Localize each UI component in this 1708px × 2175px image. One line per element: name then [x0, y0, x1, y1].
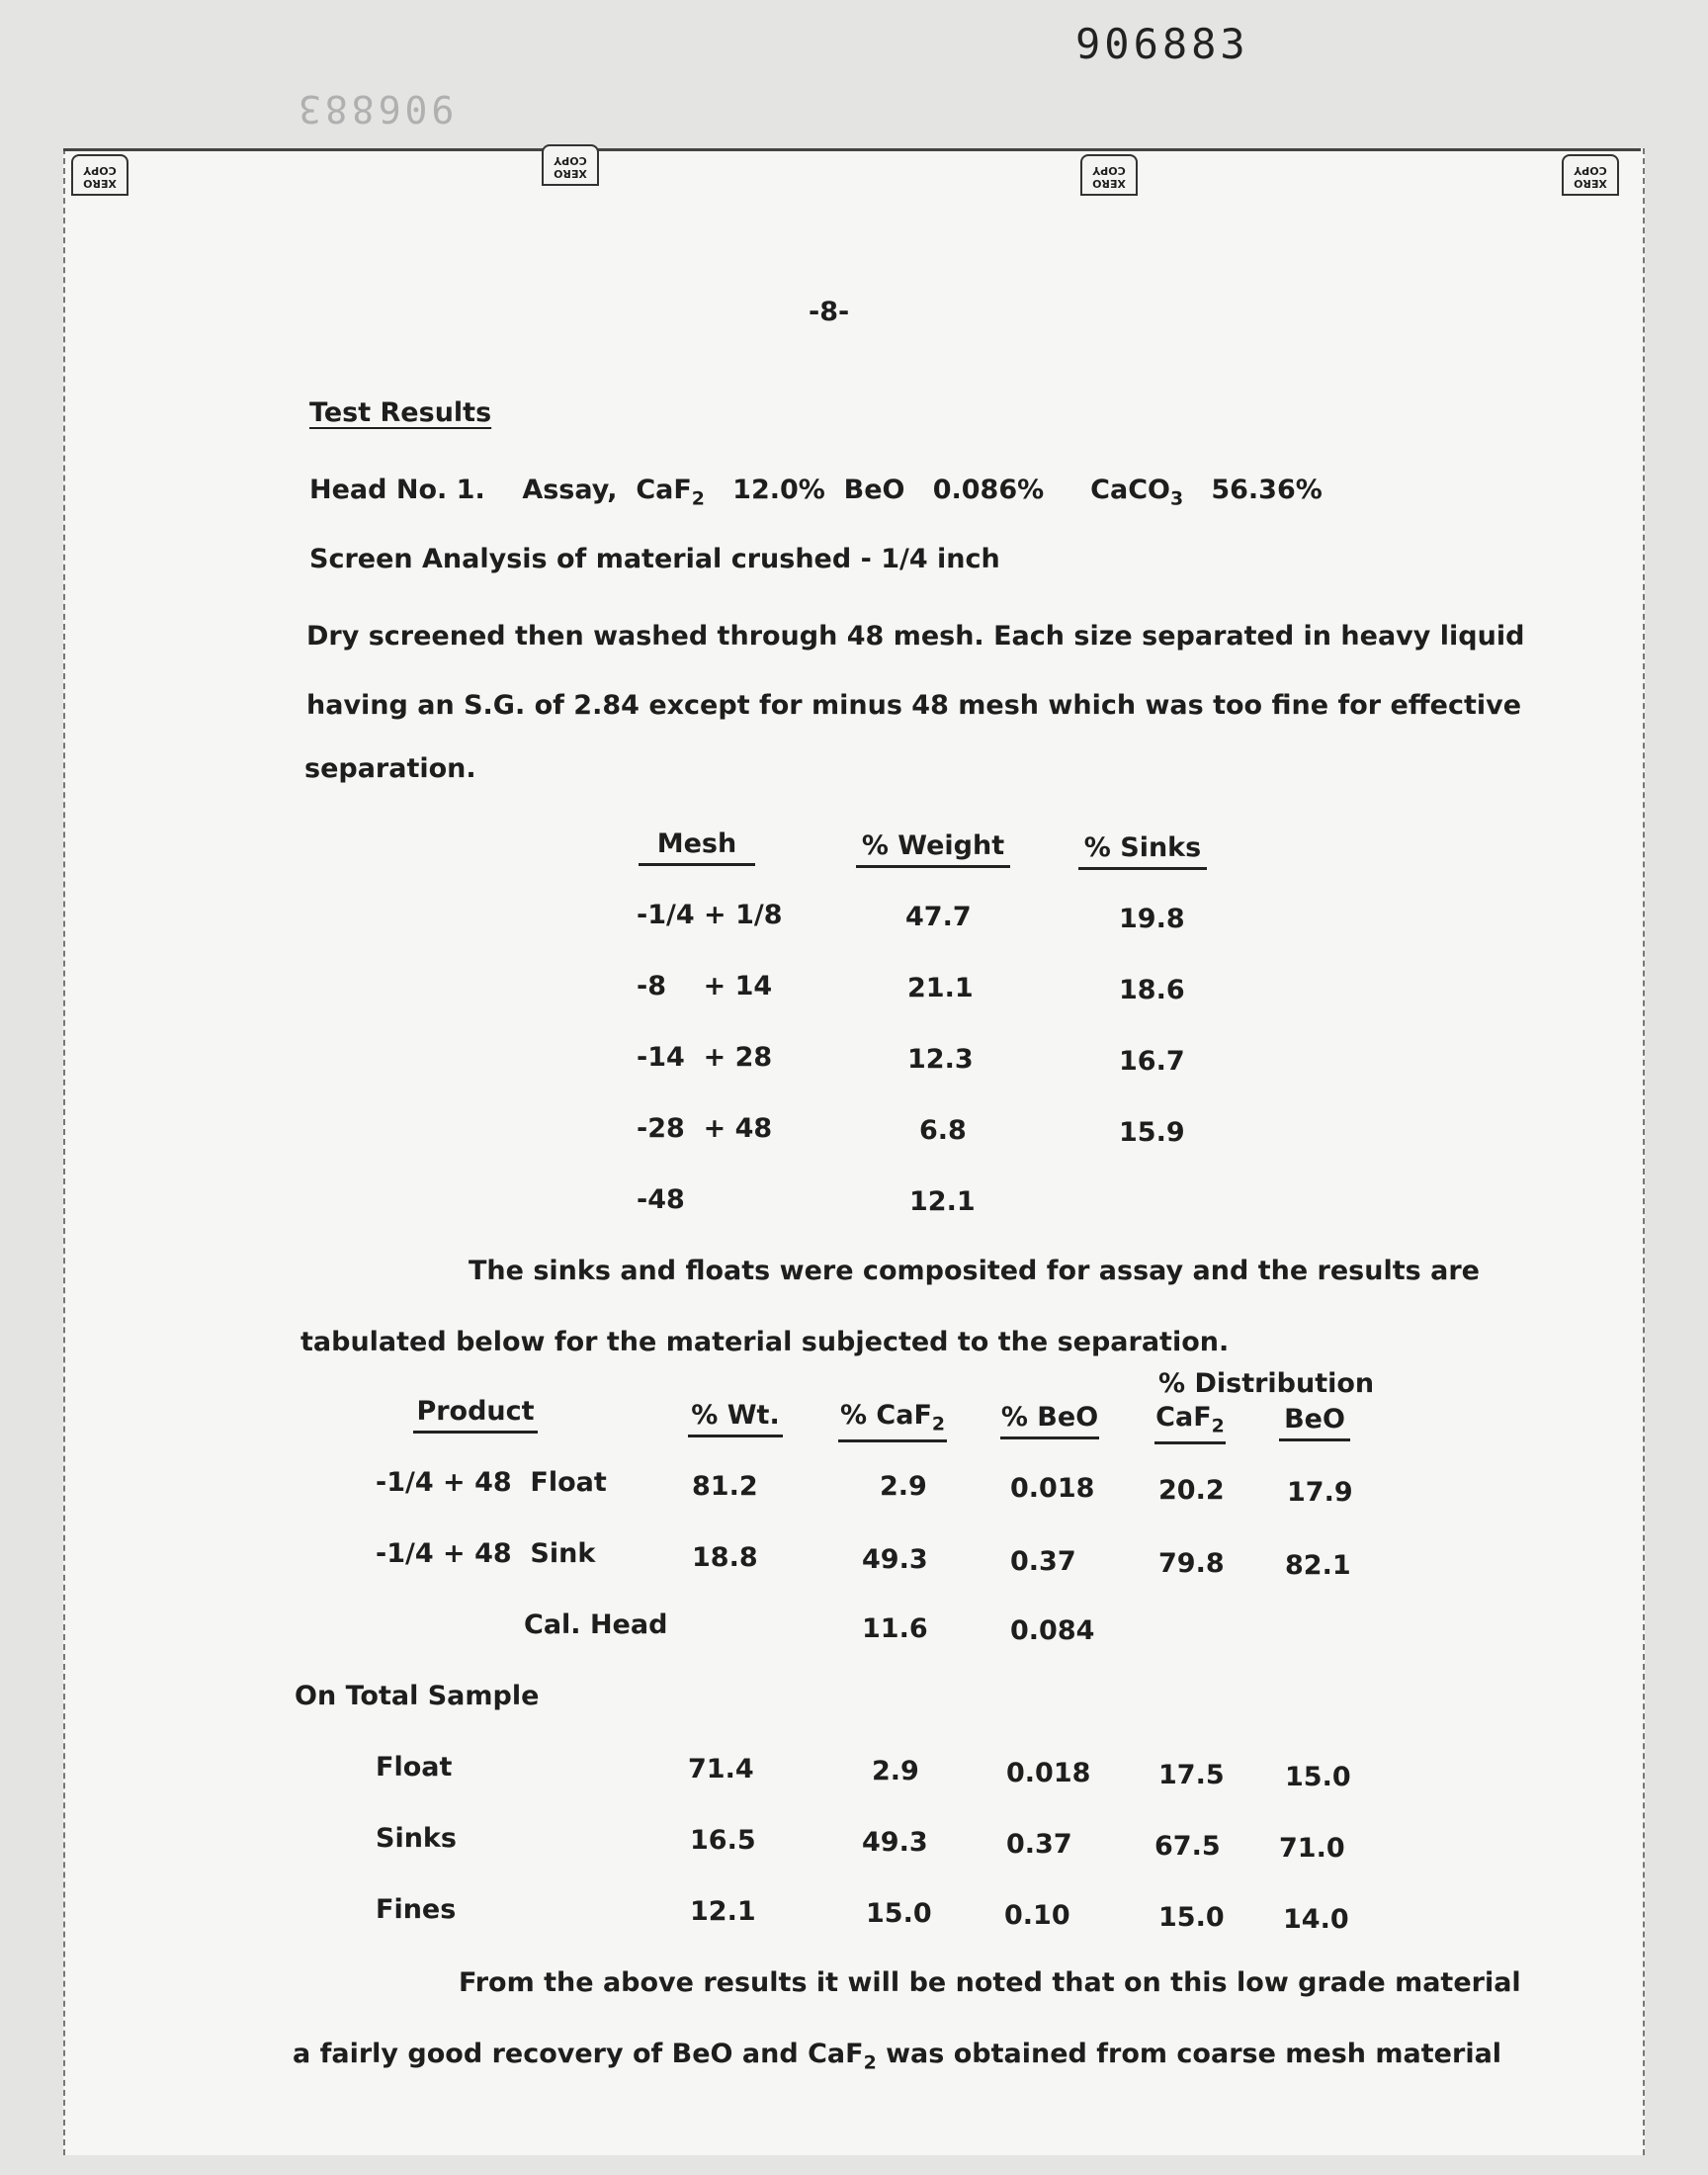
caf2-header-text: % CaF	[839, 1400, 932, 1431]
dist-beo-cell: 15.0	[1285, 1762, 1351, 1792]
caf2-label: CaF	[636, 475, 692, 505]
stamp-line: XERO	[554, 167, 587, 180]
stamp-line: XERO	[1092, 177, 1126, 190]
weight-cell: 12.3	[907, 1044, 974, 1075]
sinks-cell: 19.8	[1119, 904, 1185, 934]
paragraph-text: a fairly good recovery of BeO and CaF	[293, 2039, 864, 2069]
paragraph-line: separation.	[304, 753, 476, 784]
beo-label: BeO	[843, 475, 905, 505]
beo-header: % BeO	[1000, 1402, 1099, 1439]
dist-caf2-text: CaF	[1155, 1402, 1212, 1433]
dist-beo-cell: 82.1	[1285, 1550, 1351, 1581]
screen-analysis-line: Screen Analysis of material crushed - 1/4 inch	[309, 544, 1000, 574]
paragraph-line: having an S.G. of 2.84 except for minus 48 mesh which was too fine for effective	[306, 690, 1522, 721]
document-page	[63, 148, 1645, 2155]
caf2-value: 12.0%	[732, 475, 825, 505]
beo-cell: 0.018	[1010, 1473, 1095, 1504]
caco3-label: CaCO	[1090, 475, 1170, 505]
mesh-cell: -28 + 48	[637, 1113, 773, 1144]
page-top-edge	[63, 148, 1641, 151]
page-number: -8-	[809, 297, 850, 327]
paragraph-text: was obtained from coarse mesh material	[876, 2039, 1502, 2069]
dist-caf2-cell: 15.0	[1158, 1902, 1225, 1933]
distribution-header: % Distribution	[1158, 1368, 1375, 1399]
xero-copy-stamp	[1080, 154, 1138, 196]
dist-beo-header: BeO	[1279, 1404, 1350, 1441]
wt-cell: 71.4	[688, 1754, 754, 1784]
mesh-header: Mesh	[639, 828, 755, 866]
product-cell: Fines	[376, 1894, 457, 1925]
paragraph-line: Dry screened then washed through 48 mesh. Each size separated in heavy liquid	[306, 621, 1525, 652]
section-title: Test Results	[309, 397, 492, 428]
xero-copy-stamp	[1562, 154, 1619, 196]
product-cell: -1/4 + 48 Float	[376, 1467, 607, 1498]
paragraph-line	[293, 2039, 1501, 2074]
product-cell: -1/4 + 48 Sink	[376, 1538, 596, 1569]
caco3-value: 56.36%	[1211, 475, 1323, 505]
sinks-cell: 18.6	[1119, 975, 1185, 1005]
product-cell: Float	[376, 1752, 453, 1783]
product-cell: Sinks	[376, 1823, 457, 1854]
xero-copy-stamp	[542, 144, 599, 186]
mesh-cell: -14 + 28	[637, 1042, 773, 1073]
beo-cell: 0.018	[1006, 1758, 1091, 1788]
ghost-document-number: 906883	[295, 87, 455, 130]
head-label: Head No. 1.	[309, 475, 485, 505]
paragraph-line: The sinks and floats were composited for assay and the results are	[469, 1256, 1480, 1286]
wt-cell: 12.1	[690, 1896, 756, 1927]
weight-header: % Weight	[856, 830, 1010, 868]
wt-cell: 18.8	[692, 1542, 758, 1573]
weight-cell: 6.8	[919, 1115, 967, 1146]
caf2-header-subscript: 2	[931, 1413, 946, 1436]
dist-beo-cell: 17.9	[1287, 1477, 1353, 1508]
sinks-cell: 16.7	[1119, 1046, 1185, 1077]
assay-label: Assay,	[522, 475, 618, 505]
paragraph-line: From the above results it will be noted that on this low grade material	[459, 1967, 1521, 1998]
caf2-subscript: 2	[863, 2051, 877, 2074]
cal-head-beo: 0.084	[1010, 1615, 1095, 1646]
dist-beo-cell: 14.0	[1283, 1904, 1349, 1935]
document-number: 906883	[1075, 20, 1249, 68]
dist-caf2-subscript: 2	[1211, 1415, 1225, 1437]
paragraph-line: tabulated below for the material subjected to the separation.	[300, 1327, 1230, 1357]
cal-head-label: Cal. Head	[524, 1610, 668, 1640]
xero-copy-stamp	[71, 154, 128, 196]
product-header: Product	[413, 1396, 538, 1434]
total-sample-title: On Total Sample	[295, 1681, 540, 1711]
sinks-cell: 15.9	[1119, 1117, 1185, 1148]
dist-caf2-cell: 79.8	[1158, 1548, 1225, 1579]
stamp-line: COPY	[554, 154, 587, 167]
caf2-cell: 15.0	[866, 1898, 932, 1929]
caf2-cell: 49.3	[862, 1827, 928, 1858]
dist-caf2-cell: 17.5	[1158, 1760, 1225, 1790]
dist-caf2-cell: 67.5	[1154, 1831, 1221, 1862]
mesh-cell: -1/4 + 1/8	[637, 900, 783, 930]
dist-caf2-cell: 20.2	[1158, 1475, 1225, 1506]
weight-cell: 21.1	[907, 973, 974, 1003]
cal-head-caf2: 11.6	[862, 1613, 928, 1644]
caco3-subscript: 3	[1169, 487, 1184, 510]
caf2-header	[838, 1400, 947, 1442]
stamp-line: COPY	[1092, 164, 1126, 177]
beo-cell: 0.37	[1010, 1546, 1076, 1577]
stamp-line: XERO	[83, 177, 117, 190]
caf2-subscript: 2	[691, 487, 705, 510]
beo-cell: 0.10	[1004, 1900, 1070, 1931]
caf2-cell: 2.9	[880, 1471, 927, 1502]
caf2-cell: 49.3	[862, 1544, 928, 1575]
stamp-line: XERO	[1574, 177, 1607, 190]
beo-value: 0.086%	[932, 475, 1045, 505]
head-assay-line	[309, 475, 1323, 510]
mesh-cell: -48	[637, 1184, 685, 1215]
stamp-line: COPY	[83, 164, 117, 177]
stamp-line: COPY	[1574, 164, 1607, 177]
weight-cell: 47.7	[905, 902, 972, 932]
wt-cell: 16.5	[690, 1825, 756, 1856]
beo-cell: 0.37	[1006, 1829, 1072, 1860]
dist-beo-cell: 71.0	[1279, 1833, 1345, 1864]
mesh-cell: -8 + 14	[637, 971, 773, 1001]
sinks-header: % Sinks	[1078, 832, 1207, 870]
weight-cell: 12.1	[909, 1186, 976, 1217]
wt-cell: 81.2	[692, 1471, 758, 1502]
caf2-cell: 2.9	[872, 1756, 919, 1786]
wt-header: % Wt.	[688, 1400, 783, 1437]
dist-caf2-header	[1154, 1402, 1226, 1444]
